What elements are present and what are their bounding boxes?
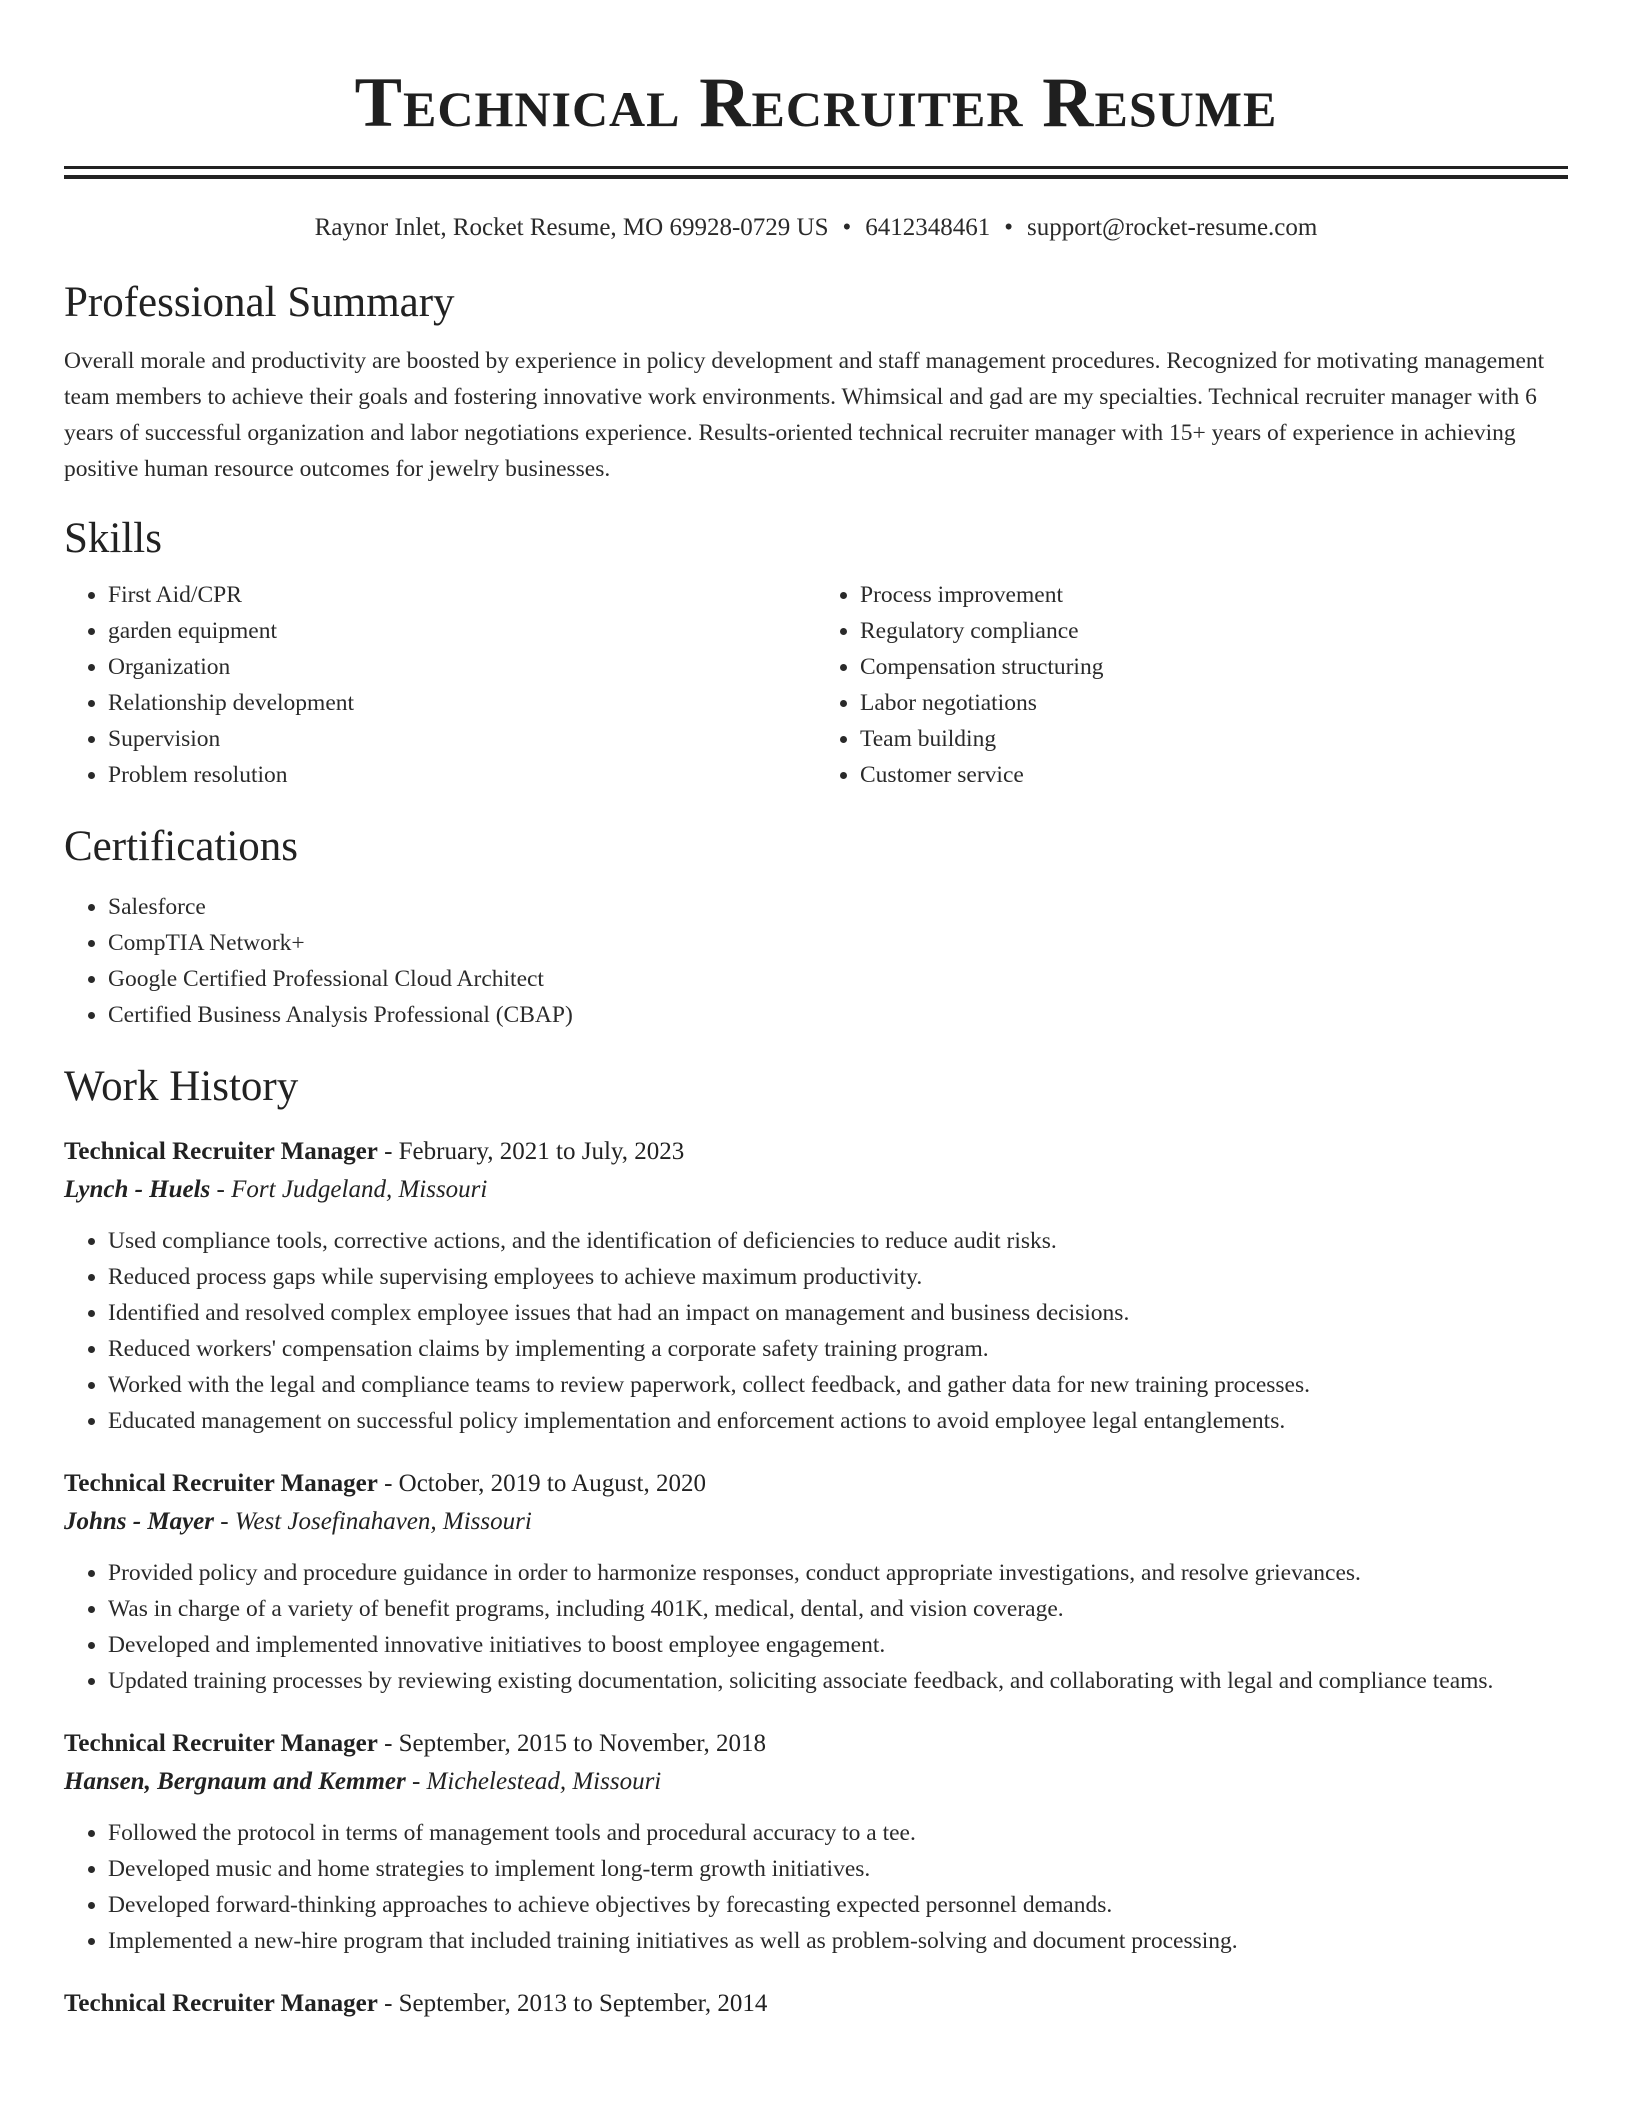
job-bullet: • Developed and implemented innovative initiatives to boost employee engagement.	[108, 1627, 1568, 1663]
skills-list-left	[64, 577, 816, 793]
skills-heading: Skills	[64, 515, 162, 562]
contact-phone: 6412348461	[865, 214, 991, 241]
certification-item: • Certified Business Analysis Professional (CBAP)	[108, 997, 1568, 1033]
job-title-line	[64, 1725, 1568, 1763]
job-bullet: • Provided policy and procedure guidance in order to harmonize responses, conduct appropriate investigations, and resolve grievances.	[108, 1555, 1568, 1591]
job-bullet: • Used compliance tools, corrective actions, and the identification of deficiencies to reduce audit risks.	[108, 1223, 1568, 1259]
skill-item: • First Aid/CPR	[108, 577, 816, 613]
job-company-line	[64, 1171, 1568, 1209]
job-title-line	[64, 1985, 1568, 2023]
skill-item: • Relationship development	[108, 685, 816, 721]
job-entry	[64, 1465, 1568, 1699]
skill-item: • garden equipment	[108, 613, 816, 649]
job-dates: - September, 2013 to September, 2014	[377, 1990, 768, 2017]
skill-item: • Process improvement	[860, 577, 1568, 613]
summary-text: Overall morale and productivity are boosted by experience in policy development and staff management procedures. Recognized for motivating management team members to achieve their goals and fostering innovative work environments. Whimsical and gad are my specialties. Technical recruiter manager with 6 years of successful organization and labor negotiations experience. Results-oriented technical recruiter manager with 15+ years of experience in achieving positive human resource outcomes for jewelry businesses.	[64, 348, 1545, 482]
job-bullet: • Reduced process gaps while supervising employees to achieve maximum productivity.	[108, 1259, 1568, 1295]
job-entry	[64, 1985, 1568, 2023]
contact-separator: •	[842, 214, 852, 241]
skills-columns	[64, 577, 1568, 793]
job-title: Technical Recruiter Manager	[64, 1730, 378, 1757]
certifications-heading: Certifications	[64, 823, 299, 870]
job-location: - Michelestead, Missouri	[405, 1768, 662, 1795]
skill-item: • Problem resolution	[108, 757, 816, 793]
job-title: Technical Recruiter Manager	[64, 1990, 378, 2017]
job-company: Johns - Mayer	[64, 1508, 215, 1535]
job-dates: - October, 2019 to August, 2020	[377, 1470, 706, 1497]
skills-list-right	[816, 577, 1568, 793]
job-entry	[64, 1133, 1568, 1439]
skill-item: • Customer service	[860, 757, 1568, 793]
contact-line	[64, 213, 1568, 243]
job-bullet: • Reduced workers' compensation claims by implementing a corporate safety training program.	[108, 1331, 1568, 1367]
job-title: Technical Recruiter Manager	[64, 1470, 378, 1497]
job-bullet: • Worked with the legal and compliance teams to review paperwork, collect feedback, and gather data for new training processes.	[108, 1367, 1568, 1403]
job-title-line	[64, 1133, 1568, 1171]
skill-item: • Labor negotiations	[860, 685, 1568, 721]
title-rule-bottom	[64, 175, 1568, 179]
job-bullets	[64, 1815, 1568, 1959]
job-bullet: • Was in charge of a variety of benefit programs, including 401K, medical, dental, and vision coverage.	[108, 1591, 1568, 1627]
skill-item: • Regulatory compliance	[860, 613, 1568, 649]
job-company-line	[64, 1763, 1568, 1801]
job-bullets	[64, 1555, 1568, 1699]
job-company-line	[64, 1503, 1568, 1541]
job-dates: - February, 2021 to July, 2023	[377, 1138, 685, 1165]
job-bullet: • Implemented a new-hire program that included training initiatives as well as problem-solving and document processing.	[108, 1923, 1568, 1959]
job-location: - West Josefinahaven, Missouri	[214, 1508, 532, 1535]
job-bullet: • Developed music and home strategies to implement long-term growth initiatives.	[108, 1851, 1568, 1887]
job-bullet: • Developed forward-thinking approaches to achieve objectives by forecasting expected personnel demands.	[108, 1887, 1568, 1923]
resume-title: Technical Recruiter Resume	[354, 64, 1278, 142]
contact-email: support@rocket-resume.com	[1027, 214, 1318, 241]
job-title-line	[64, 1465, 1568, 1503]
certification-item: • Salesforce	[108, 889, 1568, 925]
job-title: Technical Recruiter Manager	[64, 1138, 378, 1165]
job-bullet: • Educated management on successful policy implementation and enforcement actions to avoid employee legal entanglements.	[108, 1403, 1568, 1439]
job-entry	[64, 1725, 1568, 1959]
job-bullet: • Identified and resolved complex employee issues that had an impact on management and business decisions.	[108, 1295, 1568, 1331]
skill-item: • Compensation structuring	[860, 649, 1568, 685]
job-bullet: • Followed the protocol in terms of management tools and procedural accuracy to a tee.	[108, 1815, 1568, 1851]
certification-item: • Google Certified Professional Cloud Architect	[108, 961, 1568, 997]
work-history-heading: Work History	[64, 1063, 299, 1110]
title-rule-top	[64, 166, 1568, 169]
job-location: - Fort Judgeland, Missouri	[210, 1176, 488, 1203]
skill-item: • Team building	[860, 721, 1568, 757]
contact-address: Raynor Inlet, Rocket Resume, MO 69928-0729 US	[314, 214, 829, 241]
contact-separator: •	[1004, 214, 1014, 241]
job-company: Lynch - Huels	[64, 1176, 211, 1203]
summary-heading: Professional Summary	[64, 279, 455, 326]
skill-item: • Organization	[108, 649, 816, 685]
job-bullets	[64, 1223, 1568, 1439]
job-company: Hansen, Bergnaum and Kemmer	[64, 1768, 406, 1795]
certification-item: • CompTIA Network+	[108, 925, 1568, 961]
certifications-list	[64, 889, 1568, 1033]
job-dates: - September, 2015 to November, 2018	[377, 1730, 767, 1757]
skill-item: • Supervision	[108, 721, 816, 757]
job-bullet: • Updated training processes by reviewing existing documentation, soliciting associate feedback, and collaborating with legal and compliance teams.	[108, 1663, 1568, 1699]
